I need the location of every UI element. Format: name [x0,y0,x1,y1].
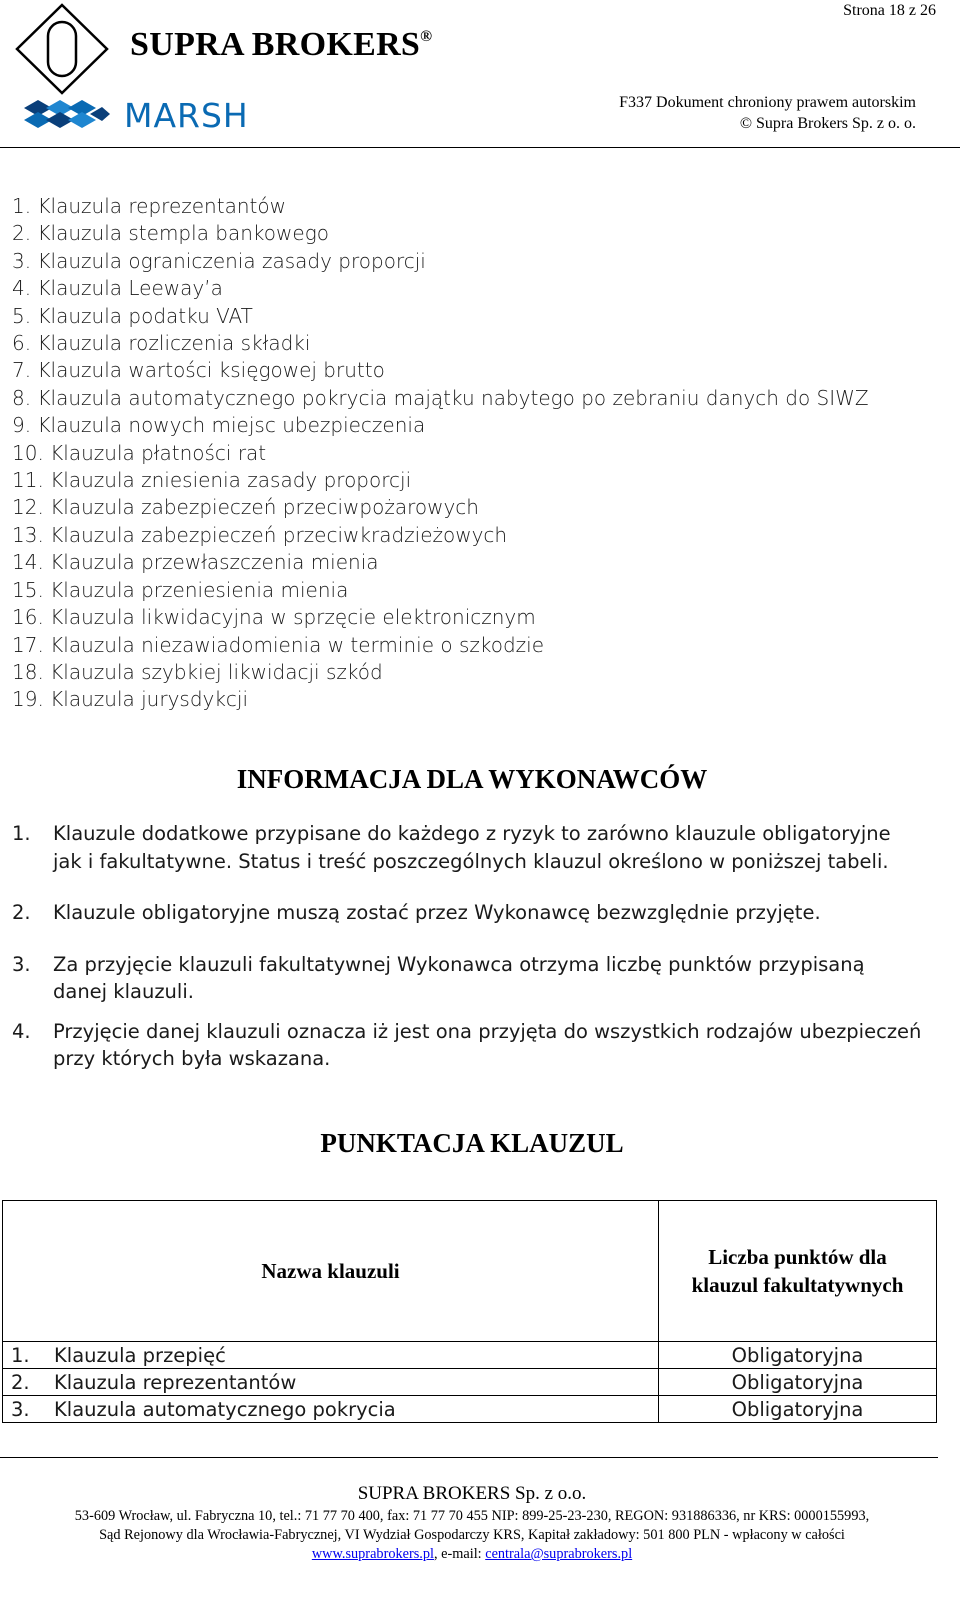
footer-divider [0,1457,938,1458]
list-item: 17. Klauzula niezawiadomienia w terminie o szkodzie [12,632,545,657]
page-number: Strona 18 z 26 [843,2,936,19]
list-item [12,951,922,1006]
list-item: 10. Klauzula płatności rat [12,440,267,465]
list-item: 13. Klauzula zabezpieczeń przeciwkradzieżowych [12,522,508,547]
marsh-wordmark: MARSH [124,96,249,135]
item-text: Klauzule dodatkowe przypisane do każdego z ryzyk to zarówno klauzule obligatoryjne jak i fakultatywne. Status i treść poszczególnych klauzul określono w poniższej tabeli. [53,822,891,873]
table-row: 1. Klauzula przepięć Obligatoryjna [3,1342,937,1369]
item-number: 3. [12,952,31,976]
header-divider [0,147,960,148]
list-item: 6. Klauzula rozliczenia składki [12,331,311,356]
list-item: 7. Klauzula wartości księgowej brutto [12,358,385,383]
list-item: 16. Klauzula likwidacyjna w sprzęcie elektronicznym [12,605,536,630]
info-list [12,820,922,1073]
table-row: 3. Klauzula automatycznego pokrycia Obligatoryjna [3,1396,937,1423]
list-item: 5. Klauzula podatku VAT [12,303,253,328]
marsh-logo-icon [24,100,110,136]
header-document-note [619,92,916,134]
list-item [12,820,922,875]
item-text: Klauzule obligatoryjne muszą zostać przez Wykonawcę bezwzględnie przyjęte. [53,901,821,924]
list-item [12,1018,922,1073]
scoring-table [2,1200,937,1423]
item-number: 2. [12,901,31,924]
footer [0,1483,944,1564]
list-item: 15. Klauzula przeniesienia mienia [12,577,349,602]
item-text: Przyjęcie danej klauzuli oznacza iż jest ona przyjęta do wszystkich rodzajów ubezpieczeń przy których była wskazana. [53,1019,922,1070]
list-item: 2. Klauzula stempla bankowego [12,221,329,246]
list-item: 12. Klauzula zabezpieczeń przeciwpożarowych [12,495,479,520]
footer-company: SUPRA BROKERS Sp. z o.o. [357,1483,587,1504]
list-item: 1. Klauzula reprezentantów [12,194,286,218]
item-number: 1. [12,822,31,845]
supra-brokers-logo-icon [14,2,114,102]
table-header-row [3,1201,937,1342]
brand-name: SUPRA BROKERS® [130,26,433,63]
logo-block [14,0,454,145]
column-header-name: Nazwa klauzuli [3,1201,659,1342]
list-item: 8. Klauzula automatycznego pokrycia majątku nabytego po zebraniu danych do SIWZ [12,385,869,410]
scoring-heading: PUNKTACJA KLAUZUL [320,1128,624,1158]
list-item: 4. Klauzula Leeway’a [12,276,223,301]
list-item: 14. Klauzula przewłaszczenia mienia [12,550,379,575]
list-item: 19. Klauzula jurysdykcji [12,687,249,712]
item-number: 4. [12,1019,31,1043]
copyright-note: © Supra Brokers Sp. z o. o. [739,115,916,132]
list-item: 18. Klauzula szybkiej likwidacji szkód [12,659,383,684]
footer-court: Sąd Rejonowy dla Wrocławia-Fabrycznej, VI Wydział Gospodarczy KRS, Kapitał zakładowy: 501 800 PLN - wpłacony w całości [99,1527,845,1543]
item-text: Za przyjęcie klauzuli fakultatywnej Wykonawca otrzyma liczbę punktów przypisaną danej klauzuli. [53,952,865,1003]
table-row: 2. Klauzula reprezentantów Obligatoryjna [3,1369,937,1396]
list-item: 3. Klauzula ograniczenia zasady proporcji [12,248,426,273]
email-link[interactable]: centrala@suprabrokers.pl [485,1546,633,1562]
clause-list [12,193,869,714]
list-item: 9. Klauzula nowych miejsc ubezpieczenia [12,413,426,438]
list-item: 11. Klauzula zniesienia zasady proporcji [12,468,412,493]
list-item [12,899,922,927]
column-header-points: Liczba punktów dla klauzul fakultatywnych [659,1201,937,1342]
footer-address: 53-609 Wrocław, ul. Fabryczna 10, tel.: 71 77 70 400, fax: 71 77 70 455 NIP: 899-25-23-230, REGON: 931886336, nr KRS: 0000155993, [74,1508,870,1524]
registered-mark: ® [420,28,433,45]
info-heading: INFORMACJA DLA WYKONAWCÓW [236,764,708,794]
footer-contact: www.suprabrokers.pl, e-mail: centrala@suprabrokers.pl [311,1546,633,1562]
doc-protection-note: F337 Dokument chroniony prawem autorskim [619,94,916,111]
website-link[interactable]: www.suprabrokers.pl [311,1546,434,1562]
